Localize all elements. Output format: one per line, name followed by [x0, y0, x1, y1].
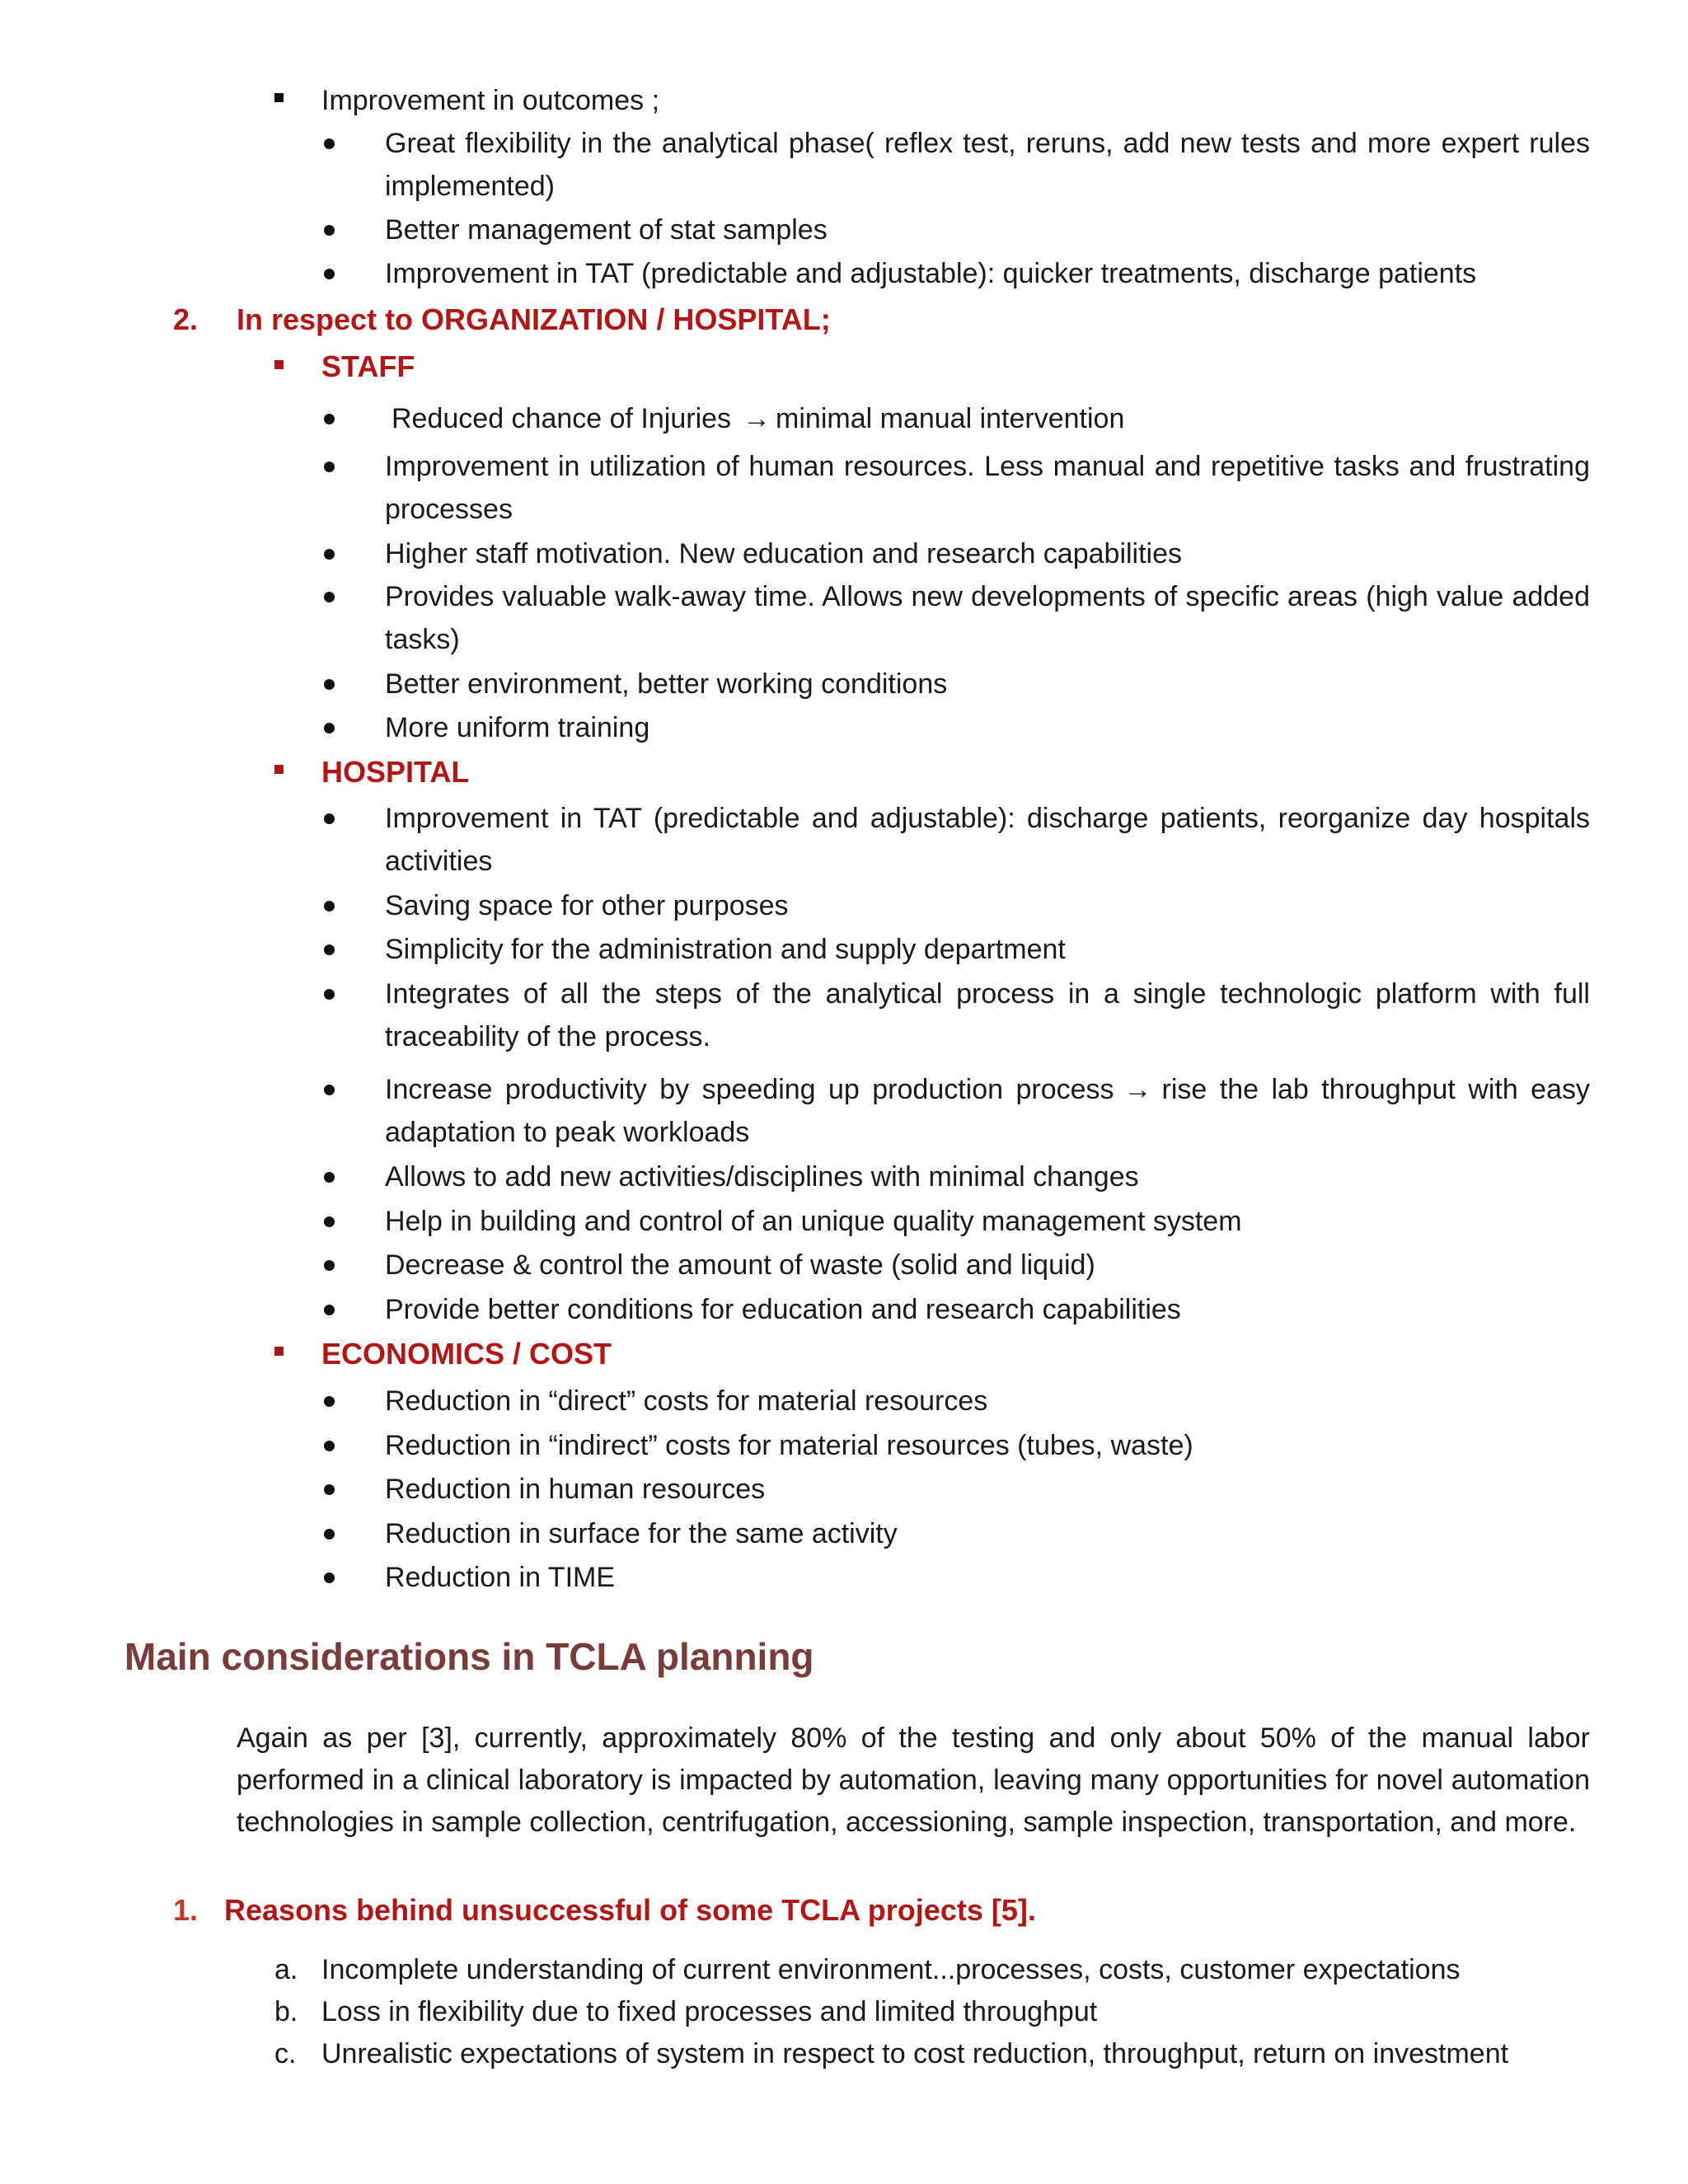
bullet-icon — [324, 1305, 335, 1315]
list-item: Reduction in surface for the same activity — [385, 1518, 898, 1549]
list-item: Reduction in “indirect” costs for material resources (tubes, waste) — [385, 1430, 1193, 1461]
bullet-icon — [324, 901, 335, 912]
section-title: In respect to ORGANIZATION / HOSPITAL; — [237, 302, 831, 336]
list-item: Better environment, better working conditions — [385, 668, 948, 700]
list-item: Reduction in “direct” costs for material resources — [385, 1385, 988, 1417]
list-item: Great flexibility in the analytical phase( reflex test, reruns, add new tests and more expert rules implemented) — [385, 128, 1590, 202]
bullet-icon — [324, 1484, 335, 1495]
bullet-icon — [324, 1216, 335, 1227]
list-item: Reduction in human resources — [385, 1474, 766, 1505]
body-paragraph: Again as per [3], currently, approximately 80% of the testing and only about 50% of the manual labor performed in a clinical laboratory is impacted by automation, leaving many opportunities for novel automation technologies in sample collection, centrifugation, accessioning, sample inspection, transportation, and more. — [237, 1722, 1590, 1838]
list-item-text: rise the lab throughput with easy adaptation to peak workloads — [385, 1074, 1591, 1148]
list-item: Simplicity for the administration and supply department — [385, 934, 1066, 965]
bullet-icon — [324, 1260, 335, 1271]
arrow-right-icon: → — [1123, 1074, 1152, 1105]
list-item — [385, 1068, 1590, 1154]
list-letter: b. — [274, 1996, 298, 2027]
list-item: More uniform training — [385, 712, 650, 743]
square-bullet-icon — [274, 360, 284, 369]
arrow-right-icon: → — [743, 403, 771, 434]
section-number: 2. — [173, 302, 199, 336]
bullet-icon — [324, 549, 335, 560]
section-heading: Main considerations in TCLA planning — [124, 1635, 814, 1678]
list-item: Provide better conditions for education and research capabilities — [385, 1294, 1181, 1325]
list-letter: c. — [274, 2038, 297, 2069]
list-item-text: minimal manual intervention — [776, 403, 1125, 434]
bullet-icon — [324, 1396, 335, 1407]
bullet-icon — [324, 679, 335, 690]
list-item: Loss in flexibility due to fixed processes and limited throughput — [321, 1996, 1098, 2027]
bullet-icon — [324, 723, 335, 733]
section-title: Reasons behind unsuccessful of some TCLA projects [5]. — [224, 1893, 1036, 1927]
bullet-icon — [324, 1441, 335, 1451]
square-bullet-icon — [274, 765, 284, 774]
bullet-icon — [324, 944, 335, 955]
list-item: Incomplete understanding of current environment...processes, costs, customer expectations — [321, 1954, 1461, 1985]
list-item: Allows to add new activities/disciplines with minimal changes — [385, 1161, 1139, 1193]
bullet-icon — [324, 138, 335, 149]
list-item-text: Reduced chance of Injuries — [392, 403, 732, 434]
bullet-icon — [324, 269, 335, 279]
bullet-icon — [324, 989, 335, 1000]
hospital-heading: HOSPITAL — [321, 755, 470, 789]
list-item: Reduction in TIME — [385, 1562, 616, 1593]
list-item: Help in building and control of an unique quality management system — [385, 1206, 1242, 1237]
list-item: Improvement in utilization of human resources. Less manual and repetitive tasks and frustrating processes — [385, 451, 1590, 525]
list-letter: a. — [274, 1954, 298, 1985]
list-item-text: Increase productivity by speeding up production process — [385, 1074, 1114, 1105]
bullet-icon — [324, 592, 335, 602]
bullet-icon — [324, 813, 335, 824]
section-number: 1. — [173, 1893, 199, 1927]
bullet-icon — [324, 1529, 335, 1540]
square-bullet-icon — [274, 93, 284, 102]
subhead-outcomes: Improvement in outcomes ; — [321, 85, 660, 116]
list-item: Provides valuable walk-away time. Allows new developments of specific areas (high value added tasks) — [385, 581, 1590, 655]
list-item: Integrates of all the steps of the analytical process in a single technologic platform with full traceability of the process. — [385, 978, 1590, 1052]
list-item: Better management of stat samples — [385, 214, 828, 246]
bullet-icon — [324, 462, 335, 472]
bullet-icon — [324, 1085, 335, 1095]
economics-heading: ECONOMICS / COST — [321, 1337, 612, 1371]
list-item: Higher staff motivation. New education and research capabilities — [385, 538, 1183, 569]
staff-heading: STAFF — [321, 349, 415, 383]
bullet-icon — [324, 1572, 335, 1583]
list-item — [392, 397, 1124, 440]
bullet-icon — [324, 1172, 335, 1183]
square-bullet-icon — [274, 1347, 284, 1356]
list-item: Decrease & control the amount of waste (solid and liquid) — [385, 1249, 1095, 1281]
list-item: Saving space for other purposes — [385, 890, 789, 921]
list-item: Unrealistic expectations of system in respect to cost reduction, throughput, return on investment — [321, 2038, 1509, 2069]
list-item: Improvement in TAT (predictable and adjustable): quicker treatments, discharge patients — [385, 258, 1477, 289]
list-item: Improvement in TAT (predictable and adjustable): discharge patients, reorganize day hospitals activities — [385, 803, 1590, 877]
bullet-icon — [324, 225, 335, 236]
bullet-icon — [324, 414, 335, 424]
